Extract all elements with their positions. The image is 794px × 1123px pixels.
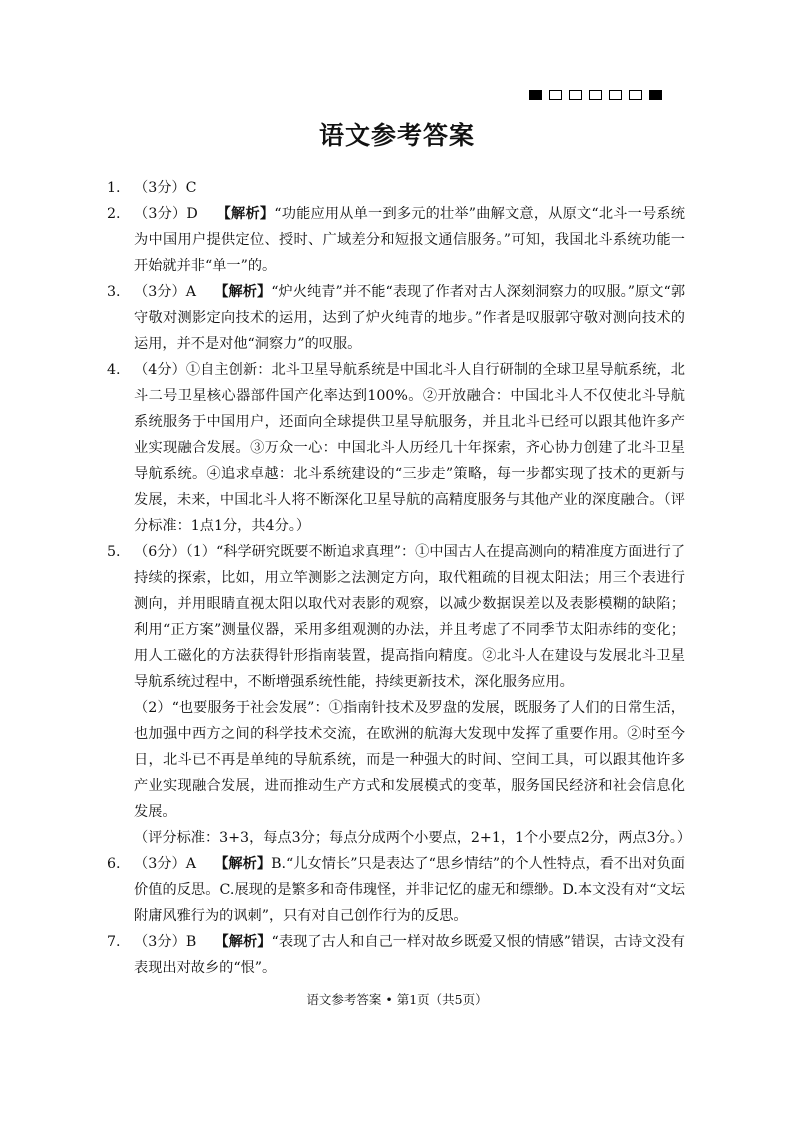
mark-empty [629,90,642,100]
item-subpart: （2）“也要服务于社会发展”：①指南针技术及罗盘的发展，既服务了人们的日常生活，也加强中西方之间的科学技术交流，在欧洲的航海大发现中发挥了重要作用。②时至今日，北斗已不再是单纯的导航系统，而是一种强大的时间、空间工具，可以跟其他许多产业实现融合发展，进而推动生产方式和发展模式的变革，服务国民经济和社会信息化发展。 [134,700,685,820]
answer-item-6 [107,851,685,929]
item-number: 2. [107,206,121,222]
answer-item-3 [107,279,685,357]
item-text: “功能应用从单一到多元的壮举”曲解文意，从原文“北斗一号系统为中国用户提供定位、授时、广域差分和短报文通信服务。”可知，我国北斗系统功能一开始就并非“单一”的。 [134,206,685,274]
item-answer: D [186,206,198,222]
item-number: 7. [107,934,121,950]
item-number: 1. [107,180,121,196]
item-score: （6分） [134,544,186,560]
answer-list [107,175,692,981]
item-answer: B [185,934,197,950]
answer-item-5 [107,539,692,851]
analysis-tag: 【解析】 [214,856,272,872]
item-score: （3分） [134,934,186,950]
answer-item-1 [107,175,685,201]
item-score: （4分） [134,362,186,378]
item-answer: A [185,284,197,300]
item-text: B.“儿女情长”只是表达了“思乡情结”的个人性特点，看不出对负面价值的反思。C.展现的是繁多和奇伟瑰怪，并非记忆的虚无和缥缈。D.本文没有对“文坛附庸风雅行为的讽刺”，只有对自己创作行为的反思。 [134,856,685,924]
item-number: 4. [107,362,121,378]
item-text: “炉火纯青”并不能“表现了作者对古人深刻洞察力的叹服。”原文“郭守敬对测影定向技术的运用，达到了炉火纯青的地步。”作者是叹服郭守敬对测向技术的运用，并不是对他“洞察力”的叹服。 [134,284,686,352]
item-number: 5. [107,544,121,560]
mark-filled [649,90,662,100]
analysis-tag: 【解析】 [216,206,275,222]
mark-empty [589,90,602,100]
answer-item-4 [107,357,685,539]
item-text: （1）“科学研究既要不断追求真理”：①中国古人在提高测向的精准度方面进行了持续的探索，比如，用立竿测影之法测定方向，取代粗疏的目视太阳法；用三个表进行测向，并用眼睛直视太阳以取代对表影的观察，以减少数据误差以及表影模糊的缺陷；利用“正方案”测量仪器，采用多组观测的办法，并且考虑了不同季节太阳赤纬的变化；用人工磁化的方法获得针形指南装置，提高指向精度。②北斗人在建设与发展北斗卫星导航系统过程中，不断增强系统性能，持续更新技术，深化服务应用。 [134,544,686,690]
page-title: 语文参考答案 [318,121,475,150]
answer-item-7 [107,929,685,981]
item-answer: A [185,856,196,872]
item-number: 6. [107,856,121,872]
mark-empty [569,90,582,100]
answer-item-2 [107,201,685,279]
item-text: ①自主创新：北斗卫星导航系统是中国北斗人自行研制的全球卫星导航系统，北斗二号卫星核心器部件国产化率达到100%。②开放融合：中国北斗人不仅使北斗导航系统服务于中国用户，还面向全球提供卫星导航服务，并且北斗已经可以跟其他许多产业实现融合发展。③万众一心：中国北斗人历经几十年探索，齐心协力创建了北斗卫星导航系统。④追求卓越：北斗系统建设的“三步走”策略，每一步都实现了技术的更新与发展，未来，中国北斗人将不断深化卫星导航的高精度服务与其他产业的深度融合。（评分标准：1点1分，共4分。） [134,362,685,534]
item-score: （3分） [134,284,186,300]
item-score: （3分） [134,856,186,872]
item-score: （3分） [134,206,187,222]
analysis-tag: 【解析】 [214,934,272,950]
page-footer: 语文参考答案 • 第1页（共5页） [306,992,488,1007]
item-number: 3. [107,284,121,300]
mark-empty [609,90,622,100]
mark-empty [549,90,562,100]
item-text: “表现了古人和自己一样对故乡既爱又恨的情感”错误，古诗文没有表现出对故乡的“恨”。 [134,934,685,976]
scoring-note: （评分标准：3+3，每点3分；每点分成两个小要点，2+1，1个小要点2分，两点3分。） [134,830,692,846]
item-answer: C [185,180,197,196]
header-marks [529,90,662,100]
analysis-tag: 【解析】 [214,284,272,300]
item-score: （3分） [134,180,186,196]
mark-filled [529,90,542,100]
